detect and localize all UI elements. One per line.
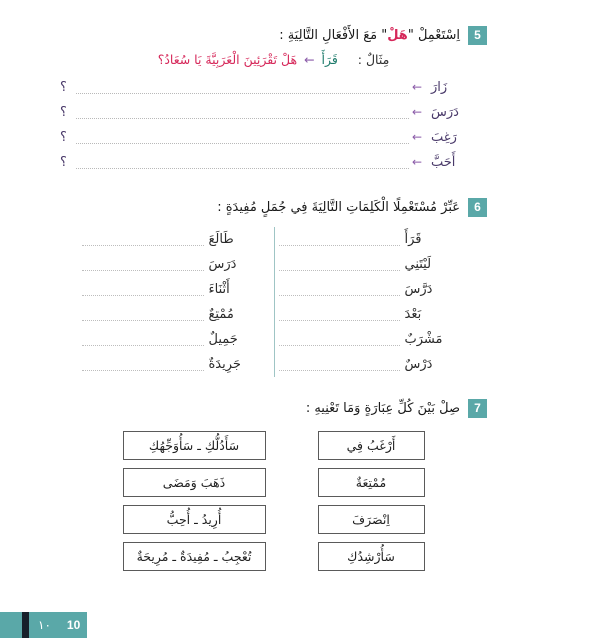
word-row (82, 327, 270, 352)
answer-line[interactable] (82, 333, 204, 346)
exercise-5-title (279, 26, 460, 46)
word-label: قَرَأَ (404, 232, 422, 247)
footer-tail (0, 612, 22, 638)
word-column-left (78, 227, 274, 377)
match-box[interactable]: تُعْجِبُ ـ مُفِيدَةٌ ـ مُرِيحَةٌ (123, 542, 266, 571)
word-row (279, 252, 466, 277)
word-row (82, 352, 270, 377)
verb-word: أَحَبَّ (431, 154, 456, 170)
exercise-7-header (60, 399, 487, 419)
verb-word: رَغِبَ (431, 129, 457, 145)
answer-line[interactable] (279, 233, 400, 246)
match-box[interactable]: اِنْصَرَفَ (318, 505, 425, 534)
word-row (279, 302, 466, 327)
answer-line[interactable] (82, 258, 204, 271)
example-label: مِثَالٌ : (357, 51, 390, 67)
answer-line[interactable] (279, 308, 400, 321)
exercise-5-title-suffix: " مَعَ الأَفْعَالِ التَّالِيَةِ : (279, 28, 388, 43)
arrow-icon: ← (411, 130, 423, 144)
verb-row (60, 75, 487, 100)
example-source-verb: قَرَأَ (321, 51, 338, 67)
word-label: دَرَسَ (208, 257, 237, 272)
word-row (82, 252, 270, 277)
exercise-6-word-columns (60, 227, 487, 377)
word-label: جَرِيدَةٌ (208, 357, 241, 372)
match-box[interactable]: مُمْتِعَةٌ (318, 468, 425, 497)
match-box[interactable]: ذَهَبَ وَمَضَى (123, 468, 266, 497)
answer-line[interactable] (76, 105, 409, 119)
word-row (279, 352, 466, 377)
exercise-number-badge-6: 6 (468, 198, 487, 217)
page-footer (0, 612, 88, 638)
example-answer: هَلْ تَقْرَئِينَ الْعَرَبِيَّةَ يَا سُعَادُ؟ (157, 51, 298, 67)
verb-row (60, 125, 487, 150)
verb-row (60, 150, 487, 175)
footer-dark-bar (22, 612, 29, 638)
answer-line[interactable] (76, 155, 409, 169)
arrow-icon: ← (411, 105, 423, 119)
word-label: دَرْسٌ (404, 357, 433, 372)
question-mark: ؟ (60, 154, 67, 170)
word-label: بَعْدَ (404, 307, 422, 322)
exercise-number-badge-7: 7 (468, 399, 487, 418)
word-label: مُمْتِعٌ (208, 307, 234, 322)
exercise-7-title: صِلْ بَيْنَ كُلِّ عِبَارَةٍ وَمَا تَعْنِيهِ : (305, 401, 460, 416)
match-box[interactable]: أَرْغَبُ فِي (318, 431, 425, 460)
word-column-right (274, 227, 470, 377)
answer-line[interactable] (279, 358, 400, 371)
exercise-5-example (60, 52, 487, 67)
word-label: جَمِيلٌ (208, 332, 238, 347)
match-box[interactable]: أُرِيدُ ـ أُحِبُّ (123, 505, 266, 534)
exercise-5-title-highlight: هَلْ (387, 28, 408, 43)
answer-line[interactable] (82, 308, 204, 321)
answer-line[interactable] (82, 283, 204, 296)
match-box[interactable]: سَأُرْشِدُكِ (318, 542, 425, 571)
exercise-number-badge-5: 5 (468, 26, 487, 45)
answer-line[interactable] (279, 283, 400, 296)
match-box[interactable]: سَأَدُلُّكِ ـ سَأُوَجِّهُكِ (123, 431, 266, 460)
answer-line[interactable] (279, 333, 400, 346)
question-mark: ؟ (60, 104, 67, 120)
word-row (279, 327, 466, 352)
exercise-5-title-prefix: اِسْتَعْمِلْ " (407, 28, 460, 43)
answer-line[interactable] (82, 233, 204, 246)
answer-line[interactable] (76, 80, 409, 94)
word-label: لَيْتَنِي (404, 257, 432, 272)
arrow-icon: ← (304, 51, 315, 67)
word-row (82, 277, 270, 302)
answer-line[interactable] (279, 258, 400, 271)
answer-line[interactable] (82, 358, 204, 371)
verb-row (60, 100, 487, 125)
word-label: مَشْرَبٌ (404, 332, 443, 347)
verb-word: زَارَ (431, 79, 448, 95)
arrow-icon: ← (411, 80, 423, 94)
exercise-5 (0, 0, 600, 175)
exercise-7-matching-area (60, 431, 487, 571)
page-number-arabic: ١٠ (29, 612, 60, 638)
exercise-5-header (60, 26, 487, 46)
exercise-6-header (60, 198, 487, 218)
word-row (82, 227, 270, 252)
word-label: دَرَّسَ (404, 282, 433, 297)
arrow-icon: ← (411, 155, 423, 169)
exercise-7 (0, 377, 600, 571)
word-label: طَالَعَ (208, 232, 234, 247)
question-mark: ؟ (60, 129, 67, 145)
word-row (82, 302, 270, 327)
question-mark: ؟ (60, 79, 67, 95)
page-number-latin: 10 (60, 612, 88, 638)
verb-word: دَرَسَ (431, 104, 459, 120)
word-row (279, 227, 466, 252)
exercise-6 (0, 175, 600, 378)
word-label: أَثْنَاءَ (208, 282, 230, 297)
match-column-right (318, 431, 425, 571)
exercise-5-answer-rows (60, 75, 487, 175)
exercise-6-title: عَبِّرْ مُسْتَعْمِلًا الْكَلِمَاتِ التَّالِيَةَ فِي جُمَلٍ مُفِيدَةٍ : (217, 199, 460, 215)
match-column-left (123, 431, 266, 571)
word-row (279, 277, 466, 302)
answer-line[interactable] (76, 130, 409, 144)
